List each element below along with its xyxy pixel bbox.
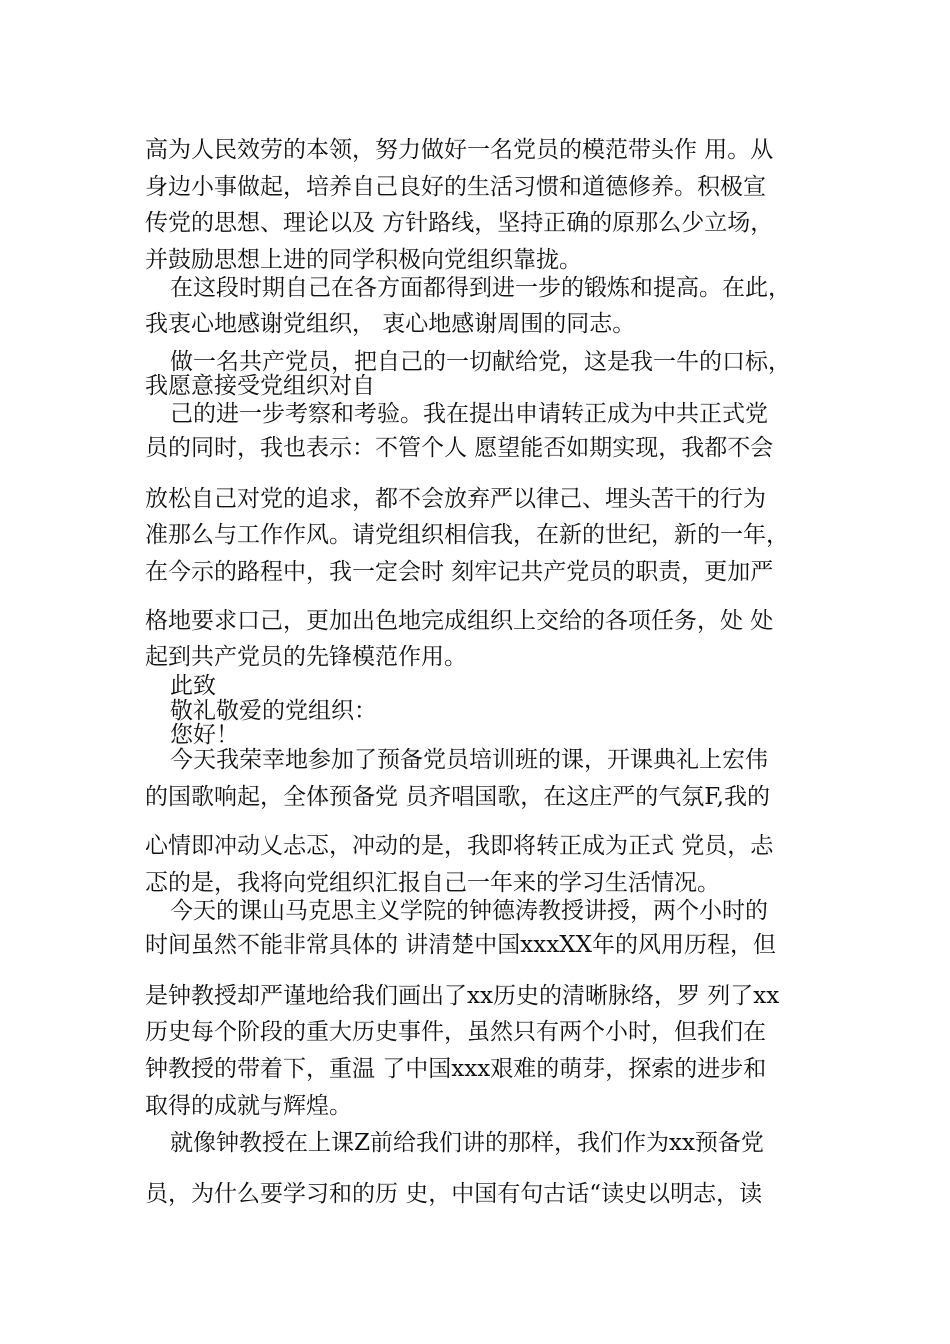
- text-line: 起到共产党员的先锋模范作用。: [145, 644, 467, 670]
- text-line: 做一名共产党员，把自己的一切献给党，这是我一牛的口标，: [170, 349, 791, 375]
- text-line: 身边小事做起，培养自己良好的生活习惯和道德修养。积极宣: [145, 174, 766, 200]
- text-line: 放松自己对党的追求，都不会放弃严以律己、埋头苦干的行为: [145, 486, 766, 512]
- text-line: 传党的思想、理论以及 方针路线，坚持正确的原那么少立场，: [145, 210, 774, 236]
- text-line: 并鼓励思想上进的同学积极向党组织靠拢。: [145, 247, 582, 273]
- text-line: 我衷心地感谢党组织， 衷心地感谢周围的同志。: [145, 311, 636, 337]
- salutation-line: 此致: [170, 673, 216, 699]
- text-line: 忑的是，我将向党组织汇报自己一年来的学习生活情况。: [145, 870, 720, 896]
- salutation-line: 敬礼敬爱的党组织：: [170, 698, 377, 724]
- text-line: 高为人民效劳的本领，努力做好一名党员的模范带头作 用。从: [145, 137, 774, 163]
- text-line: 格地要求口己，更加出色地完成组织上交给的各项任务，处 处: [145, 608, 774, 634]
- text-line: 今天的课山马克思主义学院的钟德涛教授讲授，两个小时的: [170, 898, 768, 924]
- greeting-line: 您好！: [170, 722, 239, 748]
- text-line: 就像钟教授在上课Z前给我们讲的那样，我们作为xx预备党: [170, 1130, 764, 1156]
- text-line: 是钟教授却严谨地给我们画出了xx历史的清晰脉络，罗 列了xx: [145, 983, 780, 1009]
- text-line: 钟教授的带着下，重温 了中国xxx艰难的萌芽，探索的进步和: [145, 1056, 767, 1082]
- text-line: 取得的成就与辉煌。: [145, 1093, 352, 1119]
- text-line: 在今示的路程中，我一定会时 刻牢记共产党员的职责，更加严: [145, 559, 774, 585]
- text-line: 我愿意接受党组织对自: [145, 373, 375, 399]
- text-line: 员，为什么要学习和的历 史，中国有句古话“读史以明志，读: [145, 1181, 763, 1207]
- text-line: 今天我荣幸地参加了预备党员培训班的课，开课典礼上宏伟: [170, 747, 768, 773]
- text-line: 的国歌响起，全体预备党 员齐唱国歌，在这庄严的气氛F,我的: [145, 784, 770, 810]
- text-line: 员的同时，我也表示：不管个人 愿望能否如期实现，我都不会: [145, 435, 774, 461]
- text-line: 时间虽然不能非常具体的 讲清楚中国xxxXX年的风用历程，但: [145, 932, 776, 958]
- text-line: 心情即冲动乂忐忑，冲动的是，我即将转正成为正式 党员，忐: [145, 833, 774, 859]
- text-line: 己的进一步考察和考验。我在提出申请转正成为中共正式党: [170, 401, 768, 427]
- text-line: 在这段时期自己在各方面都得到进一步的锻炼和提高。在此，: [170, 275, 791, 301]
- text-line: 准那么与工作作风。请党组织相信我，在新的世纪，新的一年，: [145, 522, 789, 548]
- text-line: 历史每个阶段的重大历史事件，虽然只有两个小时，但我们在: [145, 1019, 766, 1045]
